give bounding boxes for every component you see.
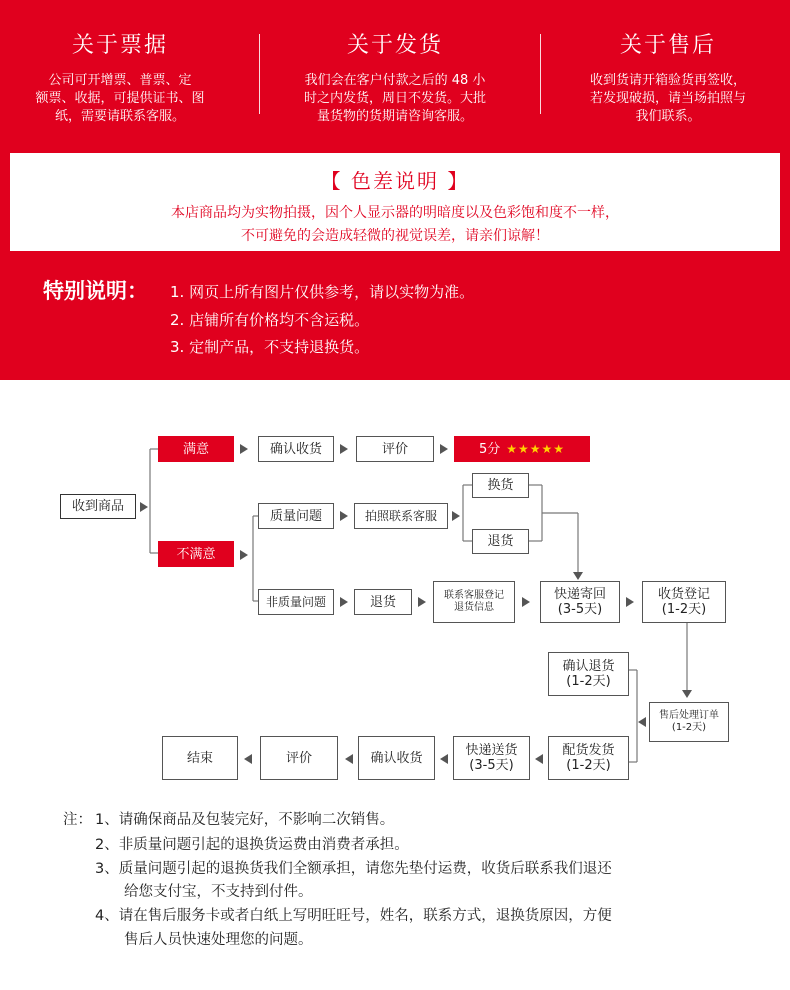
arrow-left-icon bbox=[244, 754, 252, 764]
unsatisfied-box: 不满意 bbox=[158, 541, 234, 567]
satisfied-box: 满意 bbox=[158, 436, 234, 462]
review-box: 评价 bbox=[356, 436, 434, 462]
arrow-right-icon bbox=[340, 511, 348, 521]
arrow-right-icon bbox=[340, 444, 348, 454]
arrow-right-icon bbox=[452, 511, 460, 521]
note-item: 2、非质量问题引起的退换货运费由消费者承担。 bbox=[95, 837, 409, 853]
register-contact-box: 联系客服登记 退货信息 bbox=[433, 581, 515, 623]
confirm-receipt-final-box: 确认收货 bbox=[358, 736, 435, 780]
arrow-down-icon bbox=[573, 572, 583, 580]
note-item: 1、请确保商品及包装完好，不影响二次销售。 bbox=[95, 812, 395, 828]
arrow-right-icon bbox=[440, 444, 448, 454]
rating-score: 5分 bbox=[478, 441, 501, 457]
ship-box: 配货发货 (1-2天) bbox=[548, 736, 629, 780]
arrow-left-icon bbox=[440, 754, 448, 764]
color-note-title: 【 色差说明 】 bbox=[320, 169, 470, 193]
special-item: 2. 店铺所有价格均不含运税。 bbox=[170, 311, 370, 329]
note-item: 4、请在售后服务卡或者白纸上写明旺旺号，姓名，联系方式，退换货原因，方便 bbox=[95, 908, 612, 924]
return-nonquality-box: 退货 bbox=[354, 589, 412, 615]
special-item: 3. 定制产品，不支持退换货。 bbox=[170, 338, 370, 356]
confirm-return-box: 确认退货 (1-2天) bbox=[548, 652, 629, 696]
aftersale-title: 关于售后 bbox=[619, 33, 716, 58]
arrow-right-icon bbox=[626, 597, 634, 607]
special-item: 1. 网页上所有图片仅供参考，请以实物为准。 bbox=[170, 283, 475, 301]
notes-prefix: 注： bbox=[63, 812, 92, 828]
invoice-title: 关于票据 bbox=[71, 33, 168, 58]
arrow-right-icon bbox=[340, 597, 348, 607]
star-rating-icon: ★★★★★ bbox=[506, 441, 566, 456]
arrow-left-icon bbox=[345, 754, 353, 764]
after-sale-order-box: 售后处理订单 (1-2天) bbox=[649, 702, 729, 742]
aftersale-text: 收到货请开箱验货再签收， 若发现破损，请当场拍照与 我们联系。 bbox=[589, 73, 746, 124]
review-final-box: 评价 bbox=[260, 736, 338, 780]
note-item: 3、质量问题引起的退换货我们全额承担，请您先垫付运费，收货后联系我们退还 bbox=[95, 861, 612, 877]
arrow-right-icon bbox=[522, 597, 530, 607]
color-note-text: 本店商品均为实物拍摄，因个人显示器的明暗度以及色彩饱和度不一样， 不可避免的会造成轻微的视觉误差，请亲们谅解！ bbox=[171, 205, 619, 244]
photo-contact-box: 拍照联系客服 bbox=[354, 503, 448, 529]
express-return-box: 快递寄回 (3-5天) bbox=[540, 581, 620, 623]
arrow-down-icon bbox=[682, 690, 692, 698]
received-goods-box: 收到商品 bbox=[60, 494, 136, 519]
shipping-text: 我们会在客户付款之后的 48 小 时之内发货，周日不发货。大批 量货物的货期请咨询客服。 bbox=[303, 73, 486, 124]
special-title: 特别说明： bbox=[43, 279, 148, 303]
end-box: 结束 bbox=[162, 736, 238, 780]
note-item: 售后人员快速处理您的问题。 bbox=[124, 932, 313, 948]
invoice-text: 公司可开增票、普票、定 额票、收据，可提供证书、图 纸，需要请联系客服。 bbox=[35, 73, 205, 124]
arrow-left-icon bbox=[535, 754, 543, 764]
arrow-right-icon bbox=[240, 444, 248, 454]
non-quality-issue-box: 非质量问题 bbox=[258, 589, 334, 615]
return-box: 退货 bbox=[472, 529, 529, 554]
receive-register-box: 收货登记 (1-2天) bbox=[642, 581, 726, 623]
note-item: 给您支付宝，不支持到付件。 bbox=[124, 884, 313, 900]
arrow-right-icon bbox=[140, 502, 148, 512]
confirm-receipt-box: 确认收货 bbox=[258, 436, 334, 462]
shipping-title: 关于发货 bbox=[346, 33, 443, 58]
exchange-box: 换货 bbox=[472, 473, 529, 498]
arrow-right-icon bbox=[418, 597, 426, 607]
arrow-left-icon bbox=[638, 717, 646, 727]
arrow-right-icon bbox=[240, 550, 248, 560]
rating-box bbox=[454, 436, 590, 462]
express-delivery-box: 快递送货 (3-5天) bbox=[453, 736, 530, 780]
quality-issue-box: 质量问题 bbox=[258, 503, 334, 529]
